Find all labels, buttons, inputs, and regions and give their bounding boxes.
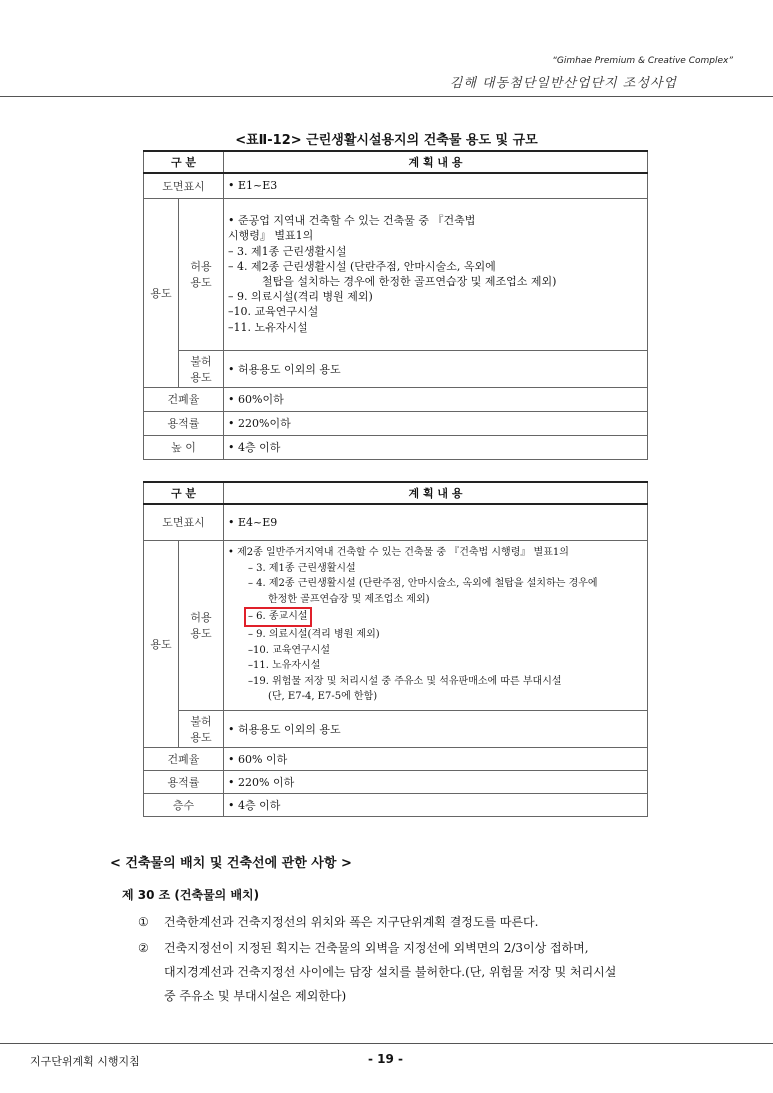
disallowed-use-label: 불허 용도: [179, 350, 224, 387]
far-value: • 220%이하: [228, 417, 291, 430]
allowed-line: – 3. 제1종 근린생활시설: [248, 562, 356, 574]
highlighted-religious-facility: – 6. 종교시설: [244, 607, 312, 627]
disallowed-use-value: • 허용용도 이외의 용도: [228, 723, 341, 736]
drawing-label: 도면표시: [144, 504, 224, 540]
allowed-line: –10. 교육연구시설: [228, 305, 319, 319]
paragraph-line: 건축한계선과 건축지정선의 위치와 폭은 지구단위계획 결정도를 따른다.: [164, 915, 539, 929]
coverage-value: • 60%이하: [228, 393, 284, 406]
allowed-line: –19. 위험물 저장 및 처리시설 중 주유소 및 석유판매소에 따른 부대시설: [248, 675, 562, 687]
drawing-value: • E1~E3: [228, 179, 277, 192]
allowed-line: –11. 노유자시설: [228, 320, 308, 334]
height-value: • 4층 이하: [228, 441, 280, 454]
far-value: • 220% 이하: [228, 776, 294, 789]
allowed-line: – 3. 제1종 근린생활시설: [228, 244, 347, 258]
allowed-line: 철탑을 설치하는 경우에 한정한 골프연습장 및 제조업소 제외): [262, 275, 557, 288]
allowed-line: 한정한 골프연습장 및 제조업소 제외): [268, 593, 430, 605]
use-label: 용도: [144, 198, 179, 387]
page-number: - 19 -: [368, 1052, 404, 1066]
use-table-e1-e3: [143, 150, 648, 460]
footer-divider: [0, 1043, 773, 1044]
paragraph-number: ②: [138, 941, 149, 955]
allowed-line: 시행령』 별표1의: [228, 229, 314, 243]
floors-label: 층수: [144, 793, 224, 816]
paragraph-2: [138, 936, 678, 1008]
table-header-plan: 계 획 내 용: [224, 151, 648, 173]
use-label: 용도: [144, 540, 179, 747]
paragraph-1: [138, 910, 678, 934]
drawing-value: • E4~E9: [228, 516, 277, 529]
allowed-line: – 4. 제2종 근린생활시설 (단란주점, 안마시술소, 옥외에 철탑을 설치하는 경우에: [248, 578, 598, 590]
allowed-line: –11. 노유자시설: [248, 660, 321, 672]
allowed-line: –10. 교육연구시설: [248, 644, 331, 656]
allowed-line: (단, E7-4, E7-5에 한함): [268, 691, 378, 703]
header-english-title: “Gimhae Premium & Creative Complex”: [552, 56, 733, 66]
footer-document-title: 지구단위계획 시행지침: [30, 1055, 140, 1068]
far-label: 용적률: [144, 770, 224, 793]
section-heading: < 건축물의 배치 및 건축선에 관한 사항 >: [110, 856, 352, 871]
allowed-line: – 4. 제2종 근린생활시설 (단란주점, 안마시술소, 옥외에: [228, 259, 496, 273]
allowed-line: – 9. 의료시설(격리 병원 제외): [228, 290, 373, 304]
far-label: 용적률: [144, 411, 224, 435]
allowed-use-list: [224, 540, 648, 710]
floors-value: • 4층 이하: [228, 799, 280, 812]
allowed-use-list: [224, 198, 648, 350]
table-header-plan: 계 획 내 용: [224, 482, 648, 504]
disallowed-use-label: 불허 용도: [179, 710, 224, 747]
coverage-label: 건폐율: [144, 747, 224, 770]
disallowed-use-value: • 허용용도 이외의 용도: [228, 363, 341, 376]
drawing-label: 도면표시: [144, 173, 224, 198]
article-heading: 제 30 조 (건축물의 배치): [122, 888, 260, 902]
table-title: <표Ⅱ-12> 근린생활시설용지의 건축물 용도 및 규모: [235, 133, 538, 148]
allowed-use-label: 허용 용도: [179, 540, 224, 710]
allowed-line: – 9. 의료시설(격리 병원 제외): [248, 629, 380, 640]
header-divider: [0, 96, 773, 97]
table-header-category: 구 분: [144, 482, 224, 504]
allowed-use-label: 허용 용도: [179, 198, 224, 350]
paragraph-line: 대지경계선과 건축지정선 사이에는 담장 설치를 불허한다.(단, 위험물 저장 및 처리시설: [164, 965, 617, 979]
table-header-category: 구 분: [144, 151, 224, 173]
paragraph-number: ①: [138, 915, 149, 929]
allowed-line: • 제2종 일반주거지역내 건축할 수 있는 건축물 중 『건축법 시행령』 별표1의: [228, 545, 643, 561]
height-label: 높 이: [144, 435, 224, 459]
paragraph-line: 중 주유소 및 부대시설은 제외한다): [164, 989, 347, 1003]
header-korean-title: 김해 대동첨단일반산업단지 조성사업: [449, 76, 677, 91]
coverage-label: 건폐율: [144, 387, 224, 411]
coverage-value: • 60% 이하: [228, 753, 287, 766]
paragraph-line: 건축지정선이 지정된 획지는 건축물의 외벽을 지정선에 외벽면의 2/3이상 접하며,: [164, 941, 589, 955]
use-table-e4-e9: [143, 481, 648, 817]
allowed-line: • 준공업 지역내 건축할 수 있는 건축물 중 『건축법: [228, 213, 643, 228]
